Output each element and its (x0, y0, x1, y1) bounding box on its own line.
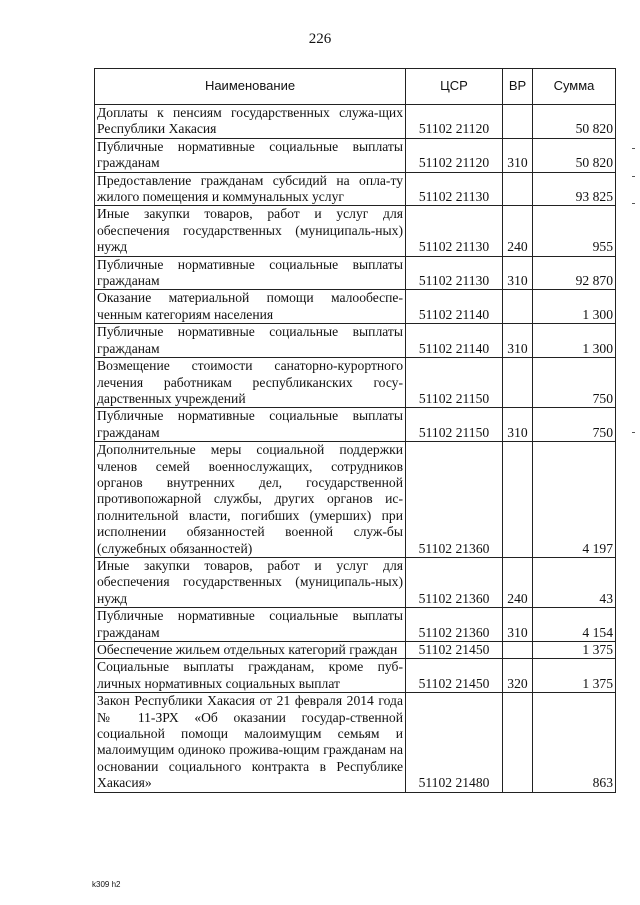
row-csr: 51102 21140 (406, 324, 503, 358)
row-vr: 240 (503, 557, 533, 607)
row-name: Социальные выплаты гражданам, кроме пуб-личных нормативных социальных выплат (95, 659, 406, 693)
row-csr: 51102 21150 (406, 408, 503, 442)
row-csr: 51102 21130 (406, 206, 503, 256)
row-name: Предоставление гражданам субсидий на опла-ту жилого помещения и коммунальных услуг (95, 172, 406, 206)
row-name: Иные закупки товаров, работ и услуг для обеспечения государственных (муниципаль-ных) нужд (95, 206, 406, 256)
row-vr (503, 693, 533, 792)
footer-code: k309 h2 (92, 880, 121, 889)
row-csr: 51102 21130 (406, 172, 503, 206)
budget-table (94, 68, 616, 793)
row-sum: 50 820 (533, 105, 616, 139)
row-name: Возмещение стоимости санаторно-курортного лечения работникам республиканских госу-дарственных учреждений (95, 358, 406, 408)
table-row (95, 105, 616, 139)
row-vr: 320 (503, 659, 533, 693)
row-sum: 92 870 (533, 256, 616, 290)
row-sum: 863 (533, 693, 616, 792)
row-name: Дополнительные меры социальной поддержки членов семей военнослужащих, сотрудников органов внутренних дел, государственной противопожарной службы, других органов ис-полнительной власти, погибших (умерших) при исполнении обязанностей военной служ-бы (служебных обязанностей) (95, 442, 406, 558)
table-row (95, 557, 616, 607)
table-row (95, 290, 616, 324)
row-vr: 310 (503, 256, 533, 290)
table-row (95, 408, 616, 442)
row-name: Закон Республики Хакасия от 21 февраля 2014 года № 11-ЗРХ «Об оказании государ-ственной социальной помощи малоимущим семьям и малоимущим одиноко прожива-ющим гражданам на основании социального контракта в Республике Хакасия» (95, 693, 406, 792)
row-sum: 955 (533, 206, 616, 256)
row-sum: 4 197 (533, 442, 616, 558)
row-sum: 93 825 (533, 172, 616, 206)
row-vr: 310 (503, 408, 533, 442)
row-csr: 51102 21360 (406, 557, 503, 607)
row-vr: 310 (503, 324, 533, 358)
row-csr: 51102 21450 (406, 642, 503, 659)
table-row (95, 256, 616, 290)
row-vr (503, 358, 533, 408)
row-csr: 51102 21150 (406, 358, 503, 408)
table-row (95, 172, 616, 206)
row-sum: 1 300 (533, 324, 616, 358)
row-sum: 750 (533, 358, 616, 408)
row-vr (503, 642, 533, 659)
row-name: Публичные нормативные социальные выплаты гражданам (95, 138, 406, 172)
header-csr: ЦСР (406, 69, 503, 105)
row-csr: 51102 21360 (406, 608, 503, 642)
row-csr: 51102 21130 (406, 256, 503, 290)
row-name: Оказание материальной помощи малообеспе-ченным категориям населения (95, 290, 406, 324)
row-name: Публичные нормативные социальные выплаты гражданам (95, 324, 406, 358)
row-vr (503, 290, 533, 324)
page-number: 226 (308, 31, 332, 47)
header-name: Наименование (95, 69, 406, 105)
row-sum: 750 (533, 408, 616, 442)
margin-tick (632, 148, 635, 149)
margin-tick (632, 176, 635, 177)
row-vr: 240 (503, 206, 533, 256)
row-csr: 51102 21450 (406, 659, 503, 693)
row-csr: 51102 21120 (406, 138, 503, 172)
row-sum: 1 300 (533, 290, 616, 324)
row-vr (503, 442, 533, 558)
table-row (95, 642, 616, 659)
row-vr (503, 105, 533, 139)
margin-tick (632, 432, 635, 433)
row-name: Публичные нормативные социальные выплаты гражданам (95, 256, 406, 290)
row-csr: 51102 21120 (406, 105, 503, 139)
row-name: Доплаты к пенсиям государственных служа-щих Республики Хакасия (95, 105, 406, 139)
row-sum: 50 820 (533, 138, 616, 172)
table-row (95, 608, 616, 642)
row-sum: 43 (533, 557, 616, 607)
table-row (95, 659, 616, 693)
row-vr: 310 (503, 138, 533, 172)
table-row (95, 442, 616, 558)
table-row (95, 206, 616, 256)
row-vr: 310 (503, 608, 533, 642)
table-header-row (95, 69, 616, 105)
row-sum: 4 154 (533, 608, 616, 642)
table-row (95, 324, 616, 358)
row-name: Публичные нормативные социальные выплаты гражданам (95, 608, 406, 642)
row-name: Иные закупки товаров, работ и услуг для обеспечения государственных (муниципаль-ных) нужд (95, 557, 406, 607)
row-sum: 1 375 (533, 642, 616, 659)
row-name: Публичные нормативные социальные выплаты гражданам (95, 408, 406, 442)
margin-tick (632, 203, 635, 204)
header-sum: Сумма (533, 69, 616, 105)
table-row (95, 138, 616, 172)
row-csr: 51102 21480 (406, 693, 503, 792)
row-csr: 51102 21360 (406, 442, 503, 558)
header-vr: ВР (503, 69, 533, 105)
row-name: Обеспечение жильем отдельных категорий граждан (95, 642, 406, 659)
table-row (95, 358, 616, 408)
row-sum: 1 375 (533, 659, 616, 693)
table-row (95, 693, 616, 792)
row-csr: 51102 21140 (406, 290, 503, 324)
row-vr (503, 172, 533, 206)
